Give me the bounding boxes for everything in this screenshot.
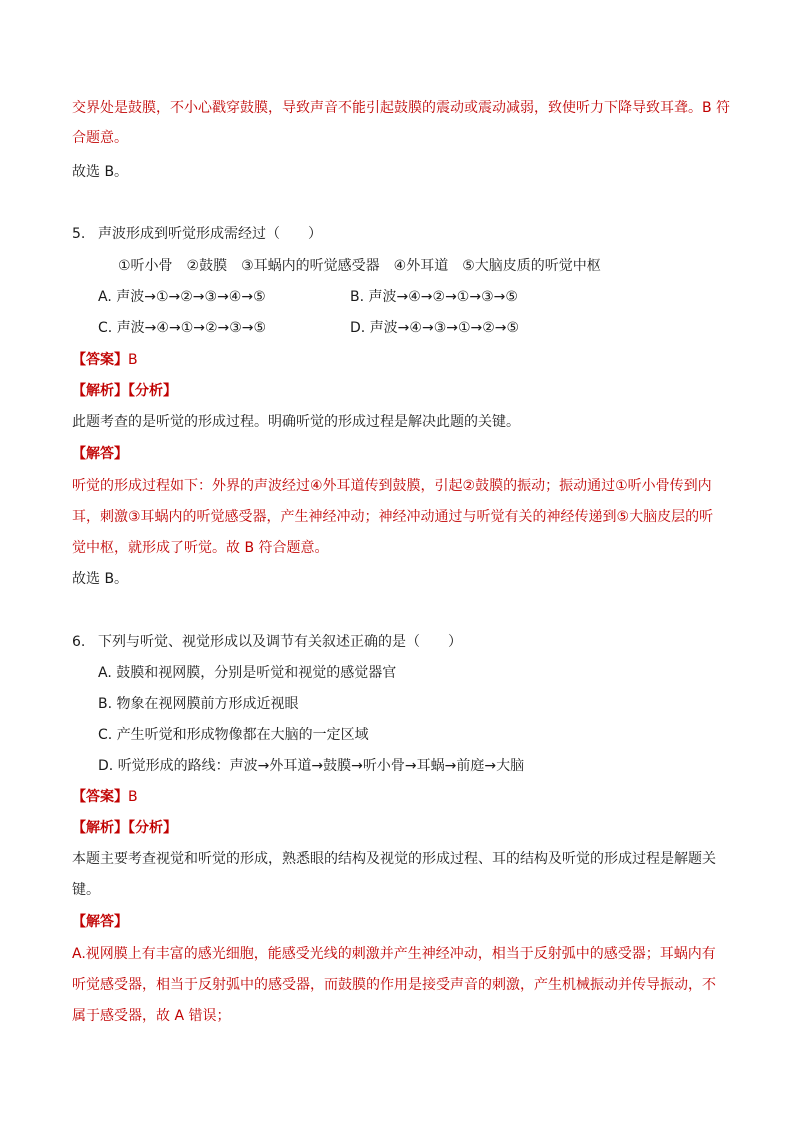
q5-stem: 声波形成到听觉形成需经过（ ） [98, 226, 322, 242]
option-text: 物象在视网膜前方形成近视眼 [116, 696, 299, 712]
q5-analysis-tag: 【解析】【分析】 [72, 383, 177, 399]
q5-analysis: 此题考查的是听觉的形成过程。明确听觉的形成过程是解决此题的关键。 [72, 414, 520, 430]
q5-answer [72, 350, 138, 370]
option-text: 鼓膜和视网膜，分别是听觉和视觉的感觉器官 [116, 665, 397, 681]
option-text: 声波→①→②→③→④→⑤ [116, 289, 266, 305]
option-label: B. [350, 289, 365, 305]
q6-stem: 下列与听觉、视觉形成以及调节有关叙述正确的是（ ） [98, 634, 462, 650]
q5-option-b [350, 287, 518, 307]
prev-solution-line-2: 合题意。 [72, 130, 128, 146]
q5-conclusion: 故选 B。 [72, 571, 129, 587]
option-text: 声波→④→③→①→②→⑤ [369, 320, 520, 336]
answer-value: B [128, 352, 138, 368]
q6-option-c [98, 725, 369, 745]
q6-option-d [98, 756, 524, 776]
q6-analysis-line-2: 键。 [72, 882, 100, 898]
prev-conclusion: 故选 B。 [72, 164, 129, 180]
option-text: 听觉形成的路线：声波→外耳道→鼓膜→听小骨→耳蜗→前庭→大脑 [117, 758, 525, 774]
q5-solution-tag: 【解答】 [72, 446, 128, 462]
q6-solution-tag: 【解答】 [72, 914, 128, 930]
q6-option-b [98, 694, 299, 714]
option-text: 声波→④→①→②→③→⑤ [116, 320, 267, 336]
q6-answer [72, 787, 138, 807]
option-label: C. [98, 727, 113, 743]
option-label: A. [98, 665, 112, 681]
q5-solution-line-1: 听觉的形成过程如下：外界的声波经过④外耳道传到鼓膜，引起②鼓膜的振动；振动通过①听小骨传到内 [72, 478, 712, 494]
q5-solution-line-3: 觉中枢，就形成了听觉。故 B 符合题意。 [72, 540, 329, 556]
q6-number: 6. [72, 634, 86, 650]
option-label: B. [98, 696, 113, 712]
option-label: D. [350, 320, 366, 336]
q5-option-a [98, 287, 266, 307]
q5-option-c [98, 318, 266, 338]
q5-items: ①听小骨 ②鼓膜 ③耳蜗内的听觉感受器 ④外耳道 ⑤大脑皮质的听觉中枢 [118, 258, 601, 274]
option-label: A. [98, 289, 112, 305]
answer-tag: 【答案】 [72, 352, 128, 368]
answer-value: B [128, 789, 138, 805]
q5-solution-line-2: 耳，刺激③耳蜗内的听觉感受器，产生神经冲动；神经冲动通过与听觉有关的神经传递到⑤大脑皮层的听 [72, 509, 714, 525]
answer-tag: 【答案】 [72, 789, 128, 805]
prev-solution-line-1: 交界处是鼓膜，不小心戳穿鼓膜，导致声音不能引起鼓膜的震动或震动减弱，致使听力下降导致耳聋。B 符 [72, 100, 731, 116]
q5-number: 5. [72, 226, 86, 242]
q6-solution-line-1: A.视网膜上有丰富的感光细胞，能感受光线的刺激并产生神经冲动，相当于反射弧中的感受器；耳蜗内有 [72, 946, 716, 962]
option-text: 声波→④→②→①→③→⑤ [368, 289, 518, 305]
option-label: C. [98, 320, 113, 336]
option-label: D. [98, 758, 114, 774]
q5-option-d [350, 318, 519, 338]
q6-analysis-line-1: 本题主要考查视觉和听觉的形成，熟悉眼的结构及视觉的形成过程、耳的结构及听觉的形成过程是解题关 [72, 851, 716, 867]
option-text: 产生听觉和形成物像都在大脑的一定区域 [116, 727, 369, 743]
q6-solution-line-3: 属于感受器，故 A 错误； [72, 1008, 231, 1024]
q6-solution-line-2: 听觉感受器，相当于反射弧中的感受器，而鼓膜的作用是接受声音的刺激，产生机械振动并传导振动，不 [72, 977, 716, 993]
q6-option-a [98, 663, 396, 683]
q6-analysis-tag: 【解析】【分析】 [72, 820, 177, 836]
